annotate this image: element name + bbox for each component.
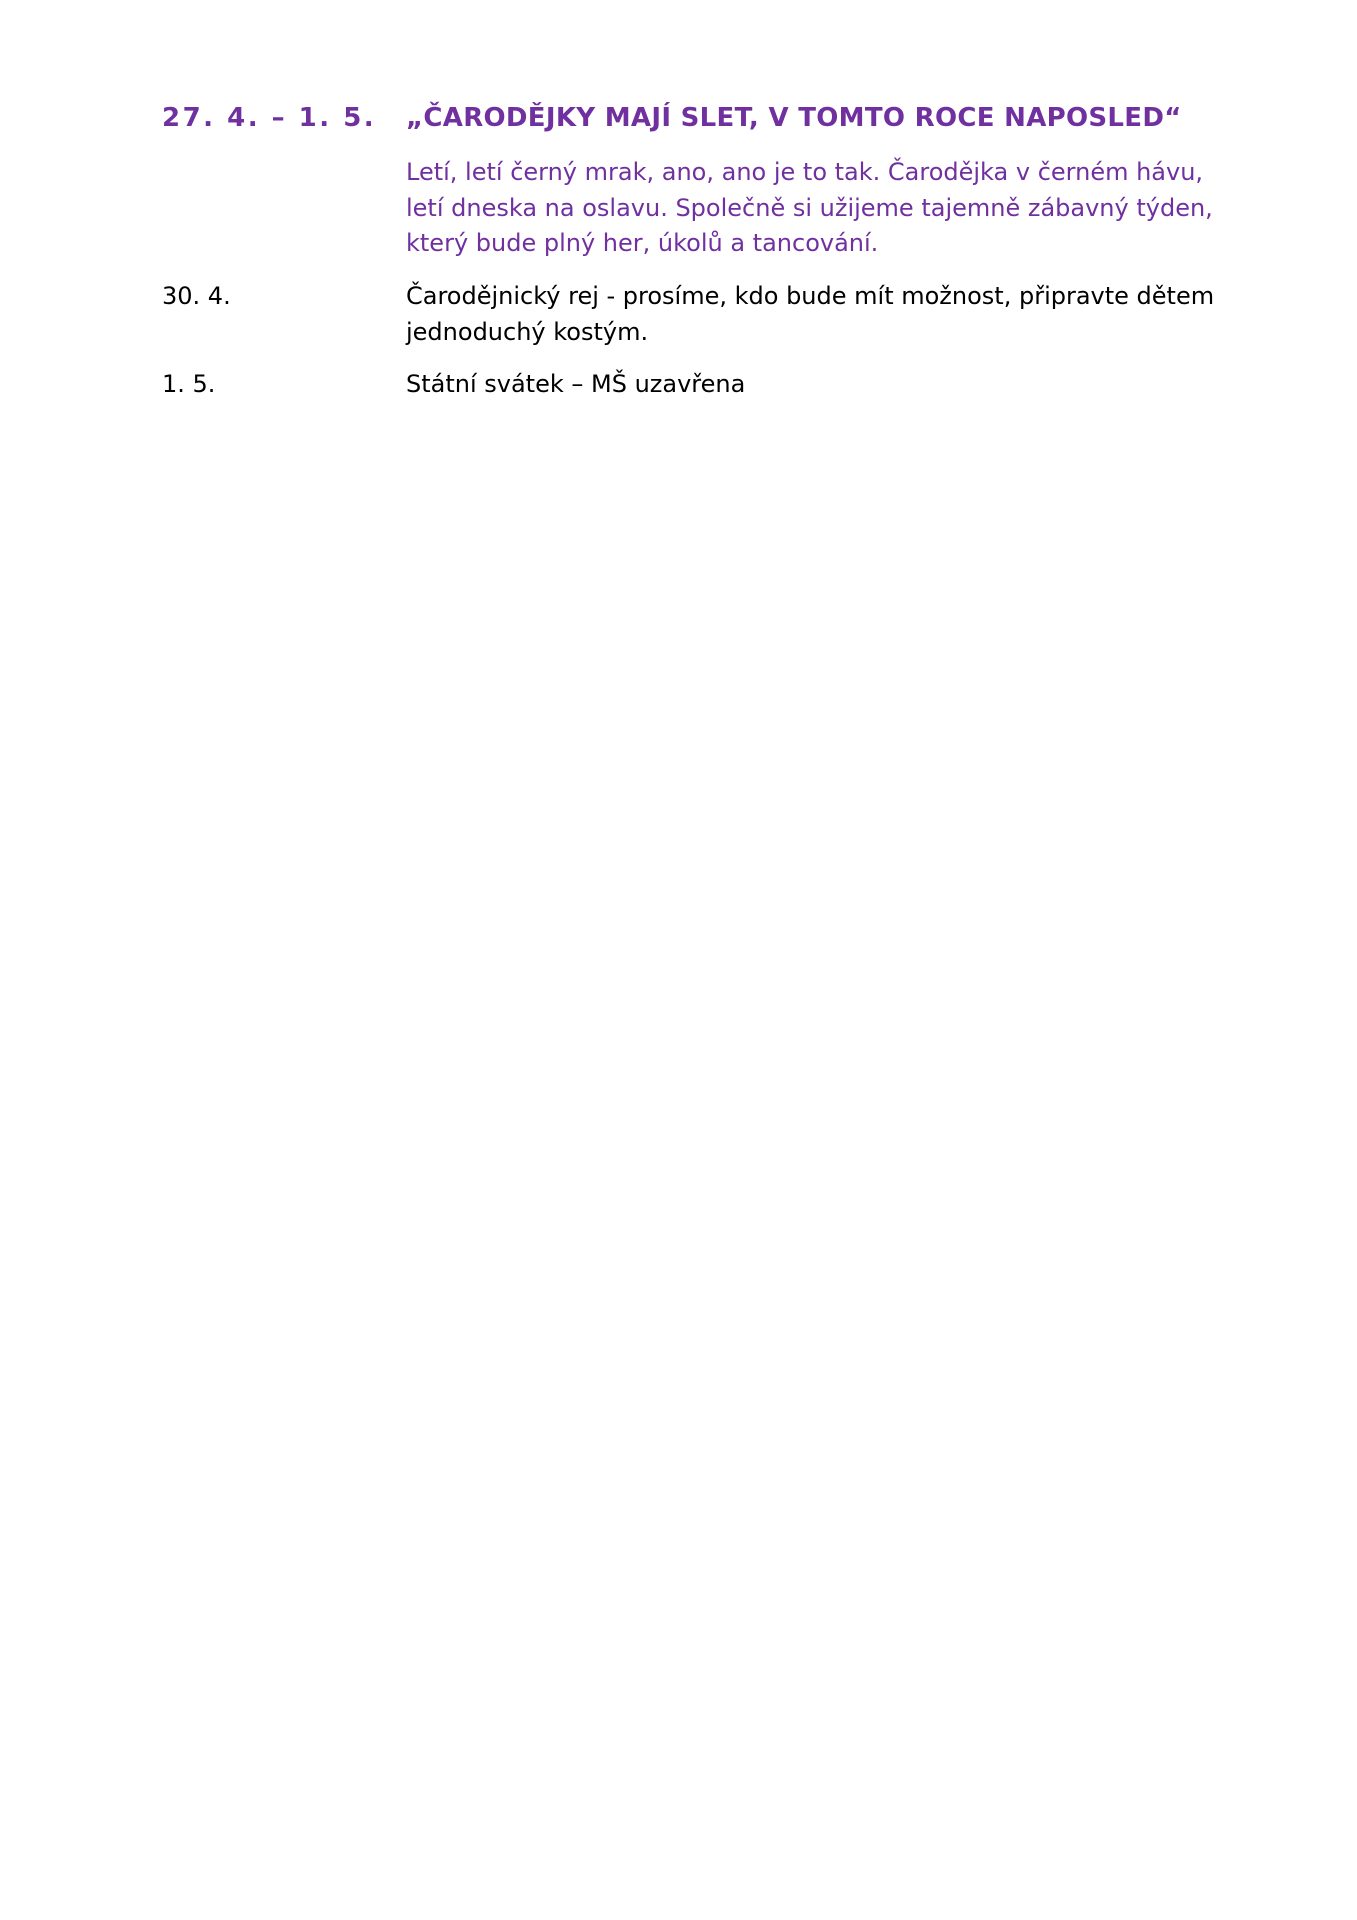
event-date: 30. 4. (162, 282, 231, 310)
week-description (406, 155, 1226, 262)
event-text (406, 367, 1226, 403)
week-description-line: Letí, letí černý mrak, ano, ano je to tak. Čarodějka v černém hávu, (406, 158, 1204, 186)
event-text (406, 279, 1226, 350)
week-description-line: letí dneska na oslavu. Společně si užijeme tajemně zábavný týden, (406, 193, 1213, 222)
week-title: „ČARODĚJKY MAJÍ SLET, V TOMTO ROCE NAPOSLED“ (406, 103, 1182, 133)
event-date: 1. 5. (162, 370, 216, 398)
week-dates: 27. 4. – 1. 5. (162, 103, 377, 133)
event-text-line: Státní svátek – MŠ uzavřena (406, 370, 746, 398)
week-description-line: který bude plný her, úkolů a tancování. (406, 229, 879, 257)
event-text-line: jednoduchý kostým. (406, 317, 649, 346)
event-text-line: Čarodějnický rej - prosíme, kdo bude mít možnost, připravte dětem (406, 282, 1215, 310)
week-header-row (162, 98, 1222, 142)
